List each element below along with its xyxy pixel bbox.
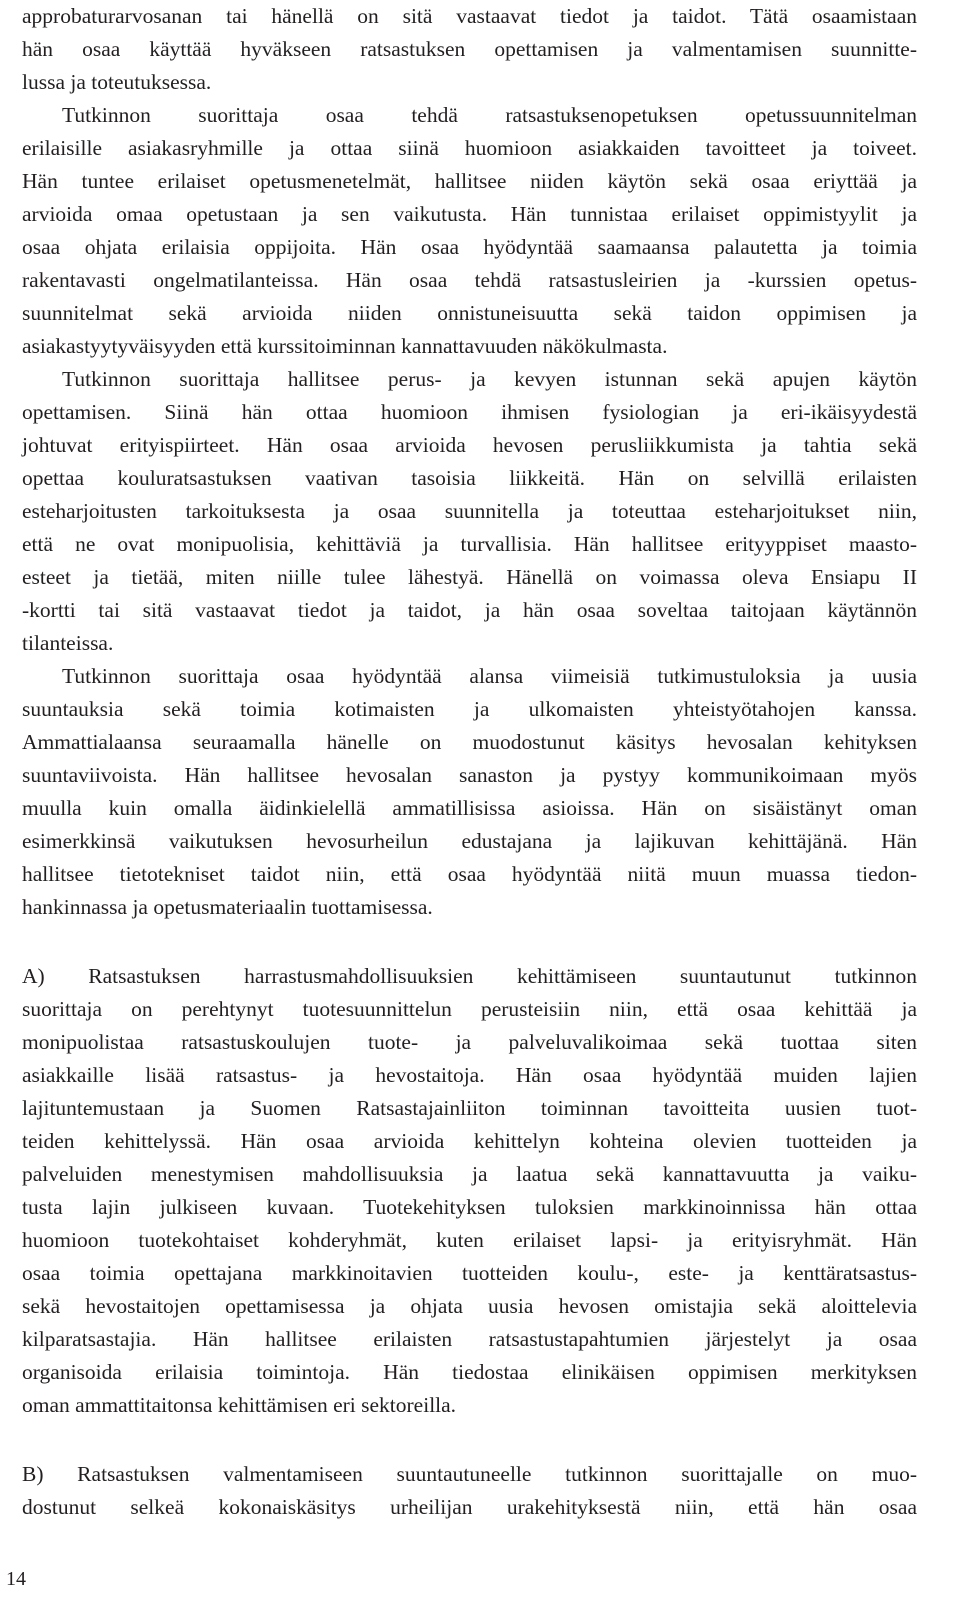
text-line: Tutkinnon suorittaja hallitsee perus- ja kevyen istunnan sekä apujen käytön xyxy=(62,367,917,391)
paragraph-spacer xyxy=(22,924,917,960)
paragraph-spacer xyxy=(22,1422,917,1458)
text-line: arvioida omaa opetustaan ja sen vaikutusta. Hän tunnistaa erilaiset oppimistyylit ja xyxy=(22,202,917,226)
text-line: approbaturarvosanan tai hänellä on sitä vastaavat tiedot ja taidot. Tätä osaamistaan xyxy=(22,4,917,28)
page-number: 14 xyxy=(6,1568,26,1590)
text-line: asiakastyytyväisyyden että kurssitoiminnan kannattavuuden näkökulmasta. xyxy=(22,334,668,358)
text-line: teiden kehittelyssä. Hän osaa arvioida kehittelyn kohteina olevien tuotteiden ja xyxy=(22,1129,917,1153)
paragraph xyxy=(22,363,917,660)
text-line: monipuolistaa ratsastuskoulujen tuote- ja palveluvalikoimaa sekä tuottaa siten xyxy=(22,1030,917,1054)
text-line: asiakkaille lisää ratsastus- ja hevostaitoja. Hän osaa hyödyntää muiden lajien xyxy=(22,1063,917,1087)
text-line: hankinnassa ja opetusmateriaalin tuottamisessa. xyxy=(22,895,433,919)
text-line: -kortti tai sitä vastaavat tiedot ja taidot, ja hän osaa soveltaa taitojaan käytännön xyxy=(22,598,917,622)
text-line: että ne ovat monipuolisia, kehittäviä ja turvallisia. Hän hallitsee erityyppiset maasto- xyxy=(22,532,917,556)
text-line: suuntauksia sekä toimia kotimaisten ja ulkomaisten yhteistyötahojen kanssa. xyxy=(22,697,917,721)
text-line: Tutkinnon suorittaja osaa tehdä ratsastuksenopetuksen opetussuunnitelman xyxy=(62,103,917,127)
text-line: erilaisille asiakasryhmille ja ottaa siinä huomioon asiakkaiden tavoitteet ja toiveet. xyxy=(22,136,917,160)
text-line: johtuvat erityispiirteet. Hän osaa arvioida hevosen perusliikkumista ja tahtia sekä xyxy=(22,433,917,457)
text-line: tilanteissa. xyxy=(22,631,114,655)
text-line: suorittaja on perehtynyt tuotesuunnittelun perusteisiin niin, että osaa kehittää ja xyxy=(22,997,917,1021)
text-line: muulla kuin omalla äidinkielellä ammatillisissa asioissa. Hän on sisäistänyt oman xyxy=(22,796,917,820)
text-line: lussa ja toteutuksessa. xyxy=(22,70,212,94)
text-line: tusta lajin julkiseen kuvaan. Tuotekehityksen tuloksien markkinoinnissa hän ottaa xyxy=(22,1195,917,1219)
text-line: Hän tuntee erilaiset opetusmenetelmät, hallitsee niiden käytön sekä osaa eriyttää ja xyxy=(22,169,917,193)
text-line: osaa toimia opettajana markkinoitavien tuotteiden koulu-, este- ja kenttäratsastus- xyxy=(22,1261,917,1285)
paragraph xyxy=(22,660,917,924)
paragraph xyxy=(22,99,917,363)
text-line: oman ammattitaitonsa kehittämisen eri sektoreilla. xyxy=(22,1393,457,1417)
text-line: lajituntemustaan ja Suomen Ratsastajainliiton toiminnan tavoitteita uusien tuot- xyxy=(22,1096,917,1120)
text-line: opettamisen. Siinä hän ottaa huomioon ihmisen fysiologian ja eri-ikäisyydestä xyxy=(22,400,917,424)
text-line: B) Ratsastuksen valmentamiseen suuntautuneelle tutkinnon suorittajalle on muo- xyxy=(22,1462,917,1486)
text-line: Tutkinnon suorittaja osaa hyödyntää alansa viimeisiä tutkimustuloksia ja uusia xyxy=(62,664,917,688)
text-line: palveluiden menestymisen mahdollisuuksia ja laatua sekä kannattavuutta ja vaiku- xyxy=(22,1162,917,1186)
section-a-paragraph xyxy=(22,960,917,1422)
text-line: esteet ja tietää, miten niille tulee lähestyä. Hänellä on voimassa oleva Ensiapu II xyxy=(22,565,917,589)
text-line: A) Ratsastuksen harrastusmahdollisuuksien kehittämiseen suuntautunut tutkinnon xyxy=(22,964,917,988)
document-body xyxy=(22,0,917,1524)
text-line: hän osaa käyttää hyväkseen ratsastuksen opettamisen ja valmentamisen suunnitte- xyxy=(22,37,917,61)
text-line: organisoida erilaisia toimintoja. Hän tiedostaa elinikäisen oppimisen merkityksen xyxy=(22,1360,917,1384)
text-line: suuntaviivoista. Hän hallitsee hevosalan sanaston ja pystyy kommunikoimaan myös xyxy=(22,763,917,787)
text-line: huomioon tuotekohtaiset kohderyhmät, kuten erilaiset lapsi- ja erityisryhmät. Hän xyxy=(22,1228,917,1252)
text-line: opettaa kouluratsastuksen vaativan tasoisia liikkeitä. Hän on selvillä erilaisten xyxy=(22,466,917,490)
text-line: suunnitelmat sekä arvioida niiden onnistuneisuutta sekä taidon oppimisen ja xyxy=(22,301,917,325)
text-line: esimerkkinsä vaikutuksen hevosurheilun edustajana ja lajikuvan kehittäjänä. Hän xyxy=(22,829,917,853)
text-line: kilparatsastajia. Hän hallitsee erilaisten ratsastustapahtumien järjestelyt ja osaa xyxy=(22,1327,917,1351)
text-line: osaa ohjata erilaisia oppijoita. Hän osaa hyödyntää saamaansa palautetta ja toimia xyxy=(22,235,917,259)
paragraph xyxy=(22,0,917,99)
text-line: Ammattialaansa seuraamalla hänelle on muodostunut käsitys hevosalan kehityksen xyxy=(22,730,917,754)
text-line: hallitsee tietotekniset taidot niin, että osaa hyödyntää niitä muun muassa tiedon- xyxy=(22,862,917,886)
text-line: dostunut selkeä kokonaiskäsitys urheilijan urakehityksestä niin, että hän osaa xyxy=(22,1495,917,1519)
text-line: esteharjoitusten tarkoituksesta ja osaa suunnitella ja toteuttaa esteharjoitukset niin, xyxy=(22,499,917,523)
text-line: rakentavasti ongelmatilanteissa. Hän osaa tehdä ratsastusleirien ja -kurssien opetus- xyxy=(22,268,917,292)
section-b-paragraph xyxy=(22,1458,917,1524)
text-line: sekä hevostaitojen opettamisessa ja ohjata uusia hevosen omistajia sekä aloittelevia xyxy=(22,1294,917,1318)
